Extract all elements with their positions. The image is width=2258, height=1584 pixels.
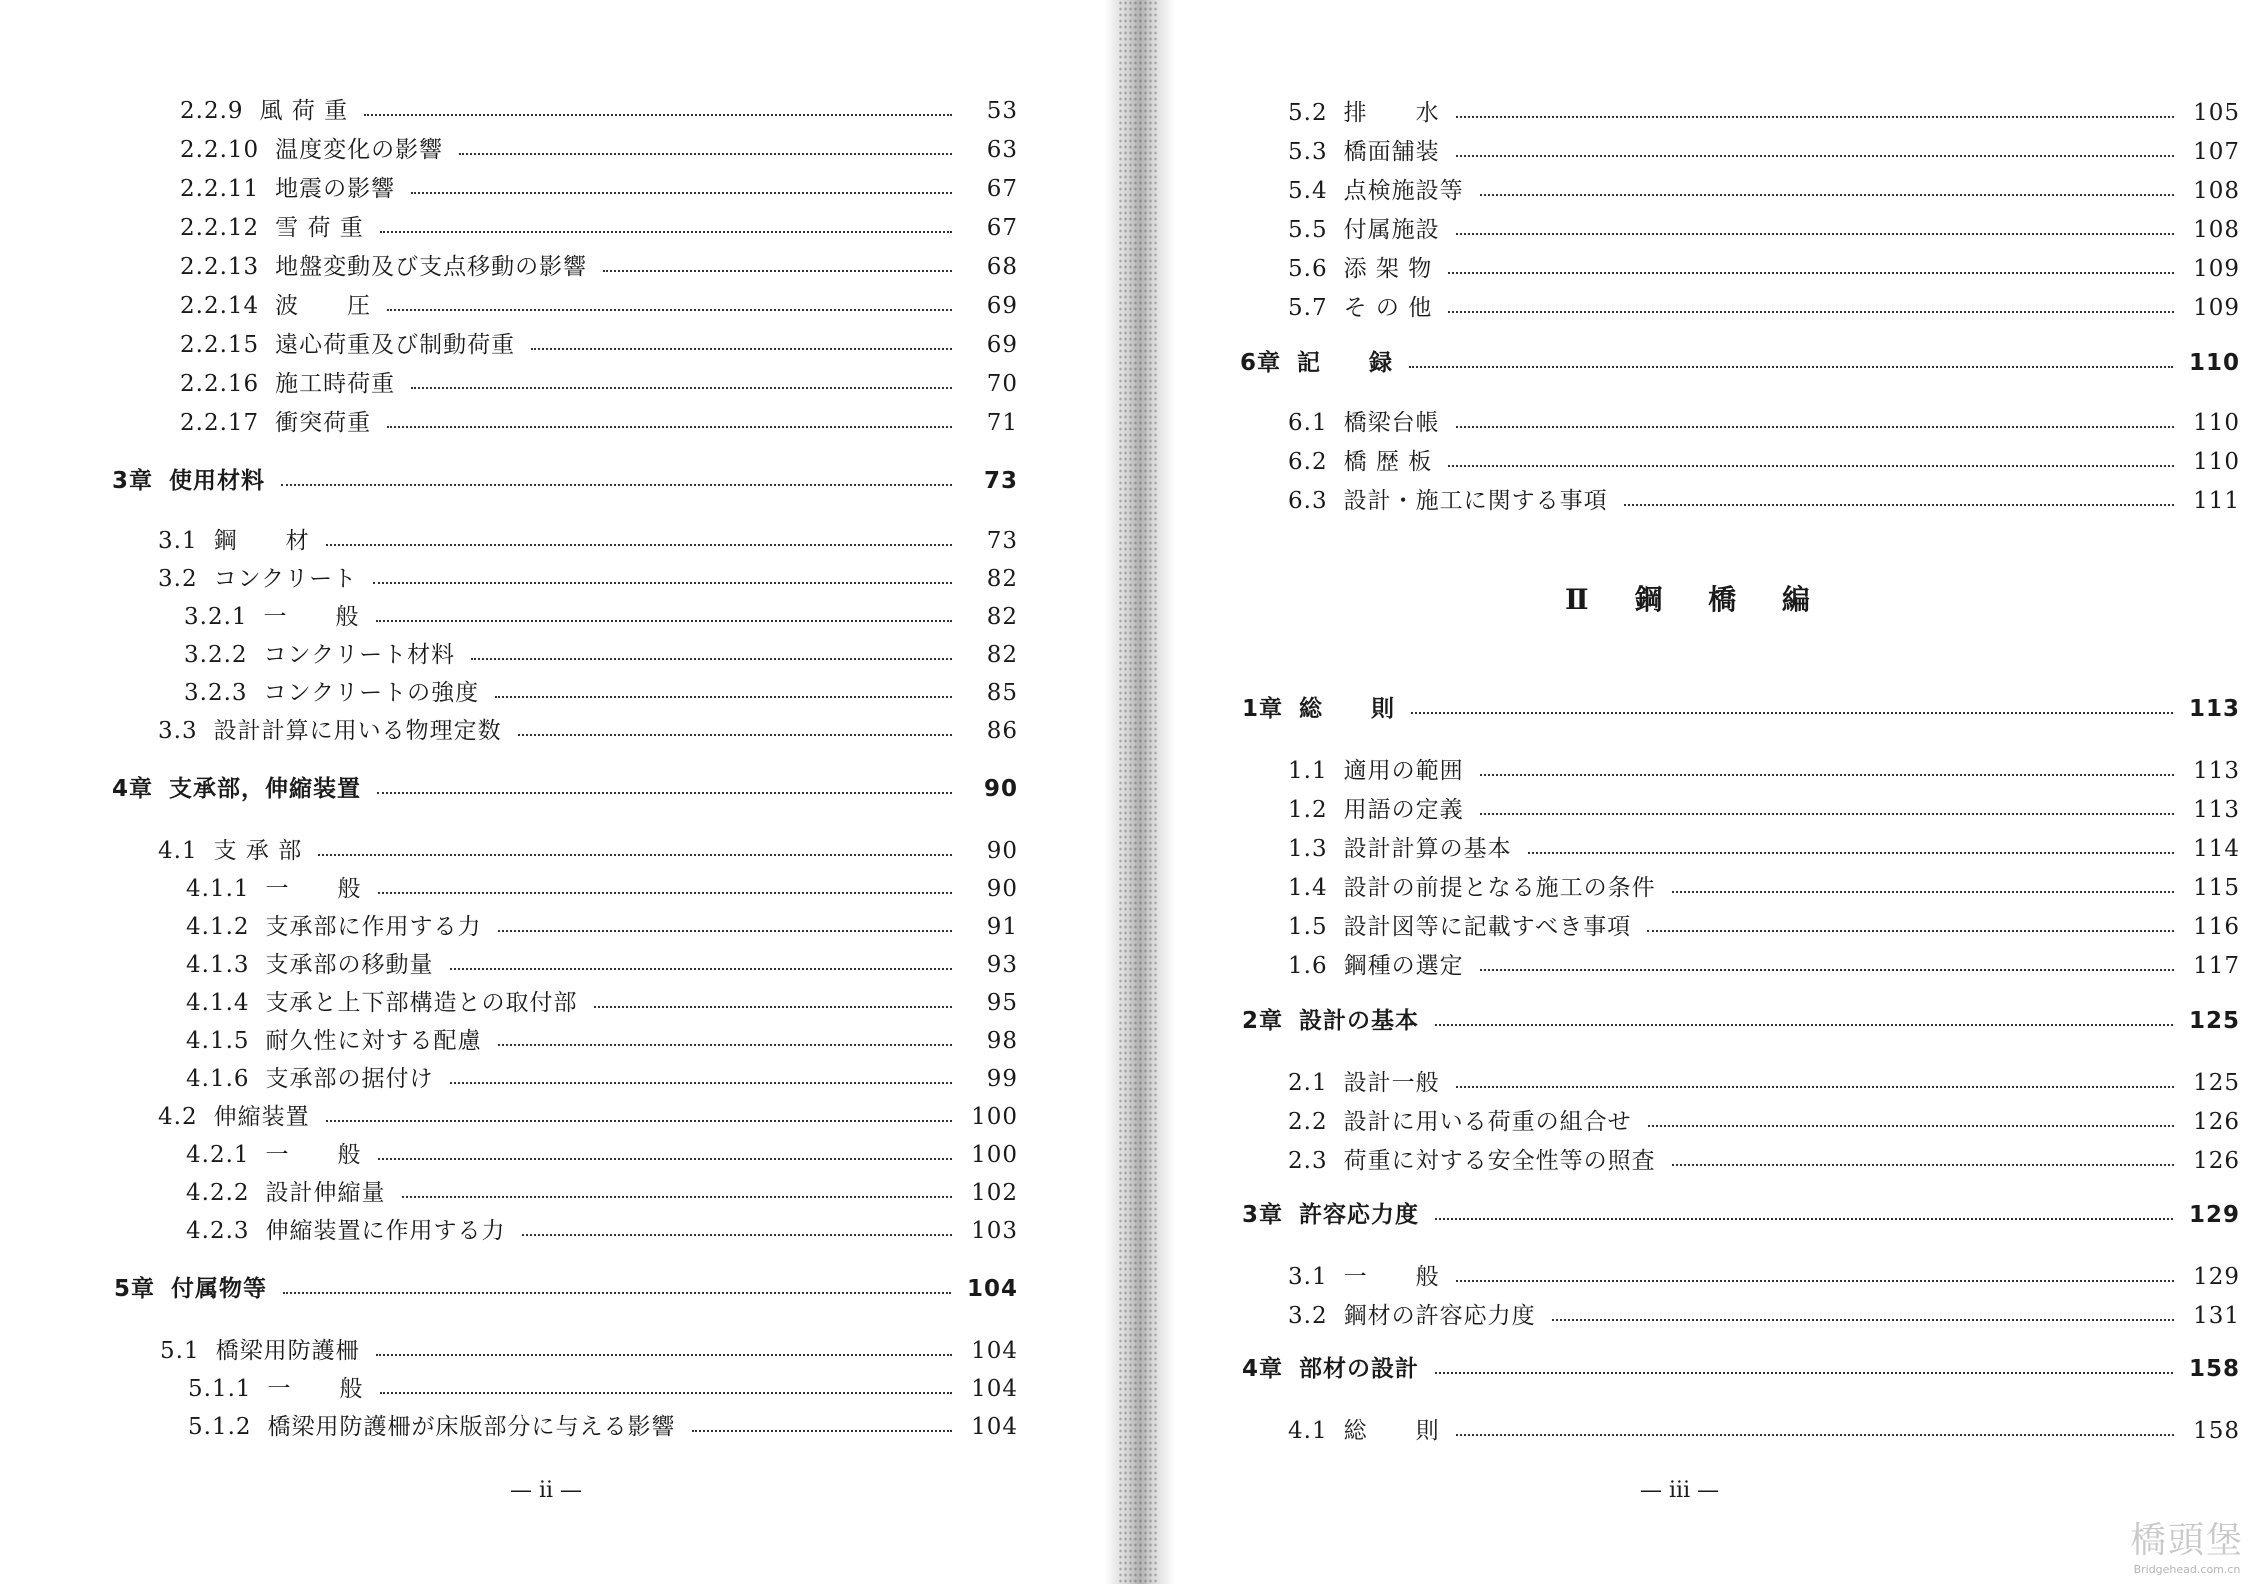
toc-chapter-title: 記 録 bbox=[1297, 350, 1394, 376]
toc-entry-title: 衝突荷重 bbox=[275, 410, 372, 436]
toc-entry bbox=[158, 526, 1018, 556]
dot-leader bbox=[376, 620, 952, 622]
toc-entry bbox=[1288, 756, 2240, 786]
toc-entry-number: 4.2.2 bbox=[186, 1180, 250, 1206]
dot-leader bbox=[1448, 272, 2174, 274]
toc-chapter-page: 73 bbox=[983, 468, 1018, 494]
toc-entry-number: 3.2.3 bbox=[184, 680, 248, 706]
dot-leader bbox=[1456, 1434, 2174, 1436]
toc-entry-page: 99 bbox=[986, 1066, 1018, 1092]
toc-entry bbox=[188, 1374, 1018, 1404]
toc-entry bbox=[1288, 795, 2240, 825]
part-heading: Ⅱ 鋼 橋 編 bbox=[1565, 583, 1828, 616]
toc-entry-number: 2.1 bbox=[1288, 1070, 1328, 1096]
toc-entry-number: 3.1 bbox=[158, 528, 198, 554]
toc-entry-page: 110 bbox=[2193, 410, 2240, 436]
toc-entry bbox=[1288, 834, 2240, 864]
toc-entry-number: 1.2 bbox=[1288, 797, 1328, 823]
toc-entry-title: 橋面舗装 bbox=[1343, 139, 1440, 165]
toc-entry bbox=[1288, 293, 2240, 323]
toc-entry-number: 5.7 bbox=[1288, 295, 1328, 321]
dot-leader bbox=[1624, 504, 2174, 506]
toc-entry-title: 一 般 bbox=[265, 1142, 362, 1168]
toc-entry-number: 3.1 bbox=[1288, 1264, 1328, 1290]
dot-leader bbox=[387, 309, 952, 311]
toc-entry-page: 104 bbox=[971, 1338, 1018, 1364]
toc-entry-page: 100 bbox=[971, 1104, 1018, 1130]
dot-leader bbox=[1552, 1319, 2174, 1321]
toc-entry-page: 108 bbox=[2193, 217, 2240, 243]
dot-leader bbox=[1480, 813, 2174, 815]
toc-entry bbox=[1288, 1107, 2240, 1137]
toc-entry-title: 設計計算の基本 bbox=[1343, 836, 1512, 862]
toc-entry-title: コンクリート材料 bbox=[263, 642, 456, 668]
toc-entry-number: 2.2.16 bbox=[180, 371, 260, 397]
toc-entry-page: 117 bbox=[2193, 953, 2240, 979]
dot-leader bbox=[1456, 116, 2174, 118]
toc-entry bbox=[158, 1102, 1018, 1132]
toc-chapter-title: 付属物等 bbox=[171, 1276, 268, 1302]
dot-leader bbox=[326, 544, 952, 546]
dot-leader bbox=[1480, 194, 2174, 196]
toc-entry-title: 温度変化の影響 bbox=[275, 137, 444, 163]
toc-chapter-number: 1章 bbox=[1242, 696, 1284, 722]
toc-entry-title: 設計伸縮量 bbox=[265, 1180, 386, 1206]
toc-entry-title: 遠心荷重及び制動荷重 bbox=[275, 332, 516, 358]
toc-entry-number: 2.3 bbox=[1288, 1148, 1328, 1174]
dot-leader bbox=[459, 153, 952, 155]
toc-entry bbox=[188, 1412, 1018, 1442]
toc-entry-title: 設計に用いる荷重の組合せ bbox=[1343, 1109, 1632, 1135]
toc-entry bbox=[186, 874, 1018, 904]
dot-leader bbox=[1435, 1372, 2173, 1374]
dot-leader bbox=[692, 1430, 952, 1432]
toc-entry-page: 82 bbox=[986, 604, 1018, 630]
toc-entry bbox=[186, 1026, 1018, 1056]
toc-entry bbox=[184, 640, 1018, 670]
toc-entry-title: 総 則 bbox=[1343, 1418, 1440, 1444]
toc-entry bbox=[160, 1336, 1018, 1366]
right-page bbox=[1110, 0, 2258, 1584]
toc-entry bbox=[180, 408, 1018, 438]
toc-entry-title: 支承部の据付け bbox=[265, 1066, 434, 1092]
toc-entry-number: 3.3 bbox=[158, 718, 198, 744]
dot-leader bbox=[594, 1006, 952, 1008]
dot-leader bbox=[518, 734, 952, 736]
toc-entry bbox=[186, 1216, 1018, 1246]
toc-chapter bbox=[112, 466, 1018, 496]
toc-entry-number: 2.2.12 bbox=[180, 215, 260, 241]
dot-leader bbox=[1480, 969, 2174, 971]
dot-leader bbox=[603, 270, 952, 272]
toc-entry-title: 設計の前提となる施工の条件 bbox=[1343, 875, 1656, 901]
toc-chapter-title: 部材の設計 bbox=[1299, 1356, 1420, 1382]
dot-leader bbox=[283, 1292, 951, 1294]
toc-entry-title: 用語の定義 bbox=[1343, 797, 1464, 823]
toc-entry-title: 耐久性に対する配慮 bbox=[265, 1028, 482, 1054]
watermark-logo-text: 橋頭堡 bbox=[2129, 1520, 2244, 1561]
toc-entry-title: 橋梁用防護柵 bbox=[215, 1338, 360, 1364]
toc-entry-number: 4.1.3 bbox=[186, 952, 250, 978]
dot-leader bbox=[377, 792, 952, 794]
toc-entry bbox=[1288, 486, 2240, 516]
toc-entry-page: 115 bbox=[2193, 875, 2240, 901]
toc-entry bbox=[180, 330, 1018, 360]
toc-entry-number: 1.1 bbox=[1288, 758, 1328, 784]
toc-chapter-page: 158 bbox=[2188, 1356, 2240, 1382]
dot-leader bbox=[1411, 712, 2173, 714]
toc-entry-page: 113 bbox=[2193, 758, 2240, 784]
toc-entry-number: 4.1 bbox=[1288, 1418, 1328, 1444]
toc-chapter bbox=[112, 774, 1018, 804]
toc-chapter-number: 4章 bbox=[112, 776, 154, 802]
toc-entry-title: 点検施設等 bbox=[1343, 178, 1464, 204]
toc-chapter-page: 129 bbox=[2188, 1202, 2240, 1228]
toc-entry-number: 1.6 bbox=[1288, 953, 1328, 979]
toc-entry-page: 125 bbox=[2193, 1070, 2240, 1096]
toc-entry bbox=[1288, 1146, 2240, 1176]
toc-entry-title: 一 般 bbox=[265, 876, 362, 902]
toc-entry-title: 橋 歴 板 bbox=[1343, 449, 1433, 475]
dot-leader bbox=[318, 854, 952, 856]
toc-entry bbox=[186, 1064, 1018, 1094]
toc-entry bbox=[1288, 447, 2240, 477]
toc-entry-page: 90 bbox=[986, 838, 1018, 864]
toc-entry-page: 113 bbox=[2193, 797, 2240, 823]
toc-entry-title: 支承と上下部構造との取付部 bbox=[265, 990, 578, 1016]
dot-leader bbox=[1456, 1086, 2174, 1088]
toc-entry-number: 3.2.2 bbox=[184, 642, 248, 668]
toc-chapter-page: 113 bbox=[2188, 696, 2240, 722]
toc-entry-title: 一 般 bbox=[1343, 1264, 1440, 1290]
toc-entry-page: 86 bbox=[986, 718, 1018, 744]
dot-leader bbox=[1456, 233, 2174, 235]
toc-entry bbox=[180, 174, 1018, 204]
toc-entry bbox=[180, 213, 1018, 243]
dot-leader bbox=[495, 696, 952, 698]
toc-entry-title: 施工時荷重 bbox=[275, 371, 396, 397]
dot-leader bbox=[1672, 891, 2174, 893]
toc-entry bbox=[184, 678, 1018, 708]
toc-entry-page: 104 bbox=[971, 1376, 1018, 1402]
dot-leader bbox=[1648, 1125, 2174, 1127]
page-number-footer: — ii — bbox=[510, 1478, 583, 1503]
toc-entry-title: 橋梁台帳 bbox=[1343, 410, 1440, 436]
dot-leader bbox=[380, 1392, 952, 1394]
dot-leader bbox=[1480, 774, 2174, 776]
toc-entry-title: 設計一般 bbox=[1343, 1070, 1440, 1096]
toc-entry-number: 5.5 bbox=[1288, 217, 1328, 243]
dot-leader bbox=[1456, 155, 2174, 157]
toc-entry-number: 5.1.1 bbox=[188, 1376, 252, 1402]
dot-leader bbox=[378, 892, 952, 894]
page-number-footer: — iii — bbox=[1640, 1478, 1720, 1503]
toc-entry bbox=[1288, 408, 2240, 438]
toc-entry-number: 5.1.2 bbox=[188, 1414, 252, 1440]
dot-leader bbox=[498, 1044, 952, 1046]
toc-chapter-page: 110 bbox=[2188, 350, 2240, 376]
toc-entry bbox=[1288, 951, 2240, 981]
toc-chapter-number: 6章 bbox=[1240, 350, 1282, 376]
toc-entry-number: 3.2 bbox=[158, 566, 198, 592]
toc-entry-title: 波 圧 bbox=[275, 293, 372, 319]
toc-entry-title: そ の 他 bbox=[1343, 295, 1433, 321]
toc-entry-title: 荷重に対する安全性等の照査 bbox=[1343, 1148, 1656, 1174]
dot-leader bbox=[471, 658, 952, 660]
toc-entry bbox=[1288, 1416, 2240, 1446]
dot-leader bbox=[364, 114, 952, 116]
toc-entry-page: 82 bbox=[986, 642, 1018, 668]
toc-entry-number: 2.2.10 bbox=[180, 137, 260, 163]
toc-chapter bbox=[1242, 1354, 2240, 1384]
toc-entry-number: 1.5 bbox=[1288, 914, 1328, 940]
toc-entry bbox=[158, 716, 1018, 746]
toc-entry-number: 4.1.1 bbox=[186, 876, 250, 902]
toc-entry bbox=[186, 988, 1018, 1018]
toc-entry-number: 6.2 bbox=[1288, 449, 1328, 475]
toc-entry-number: 3.2 bbox=[1288, 1303, 1328, 1329]
toc-chapter-number: 5章 bbox=[114, 1276, 156, 1302]
toc-entry-number: 5.3 bbox=[1288, 139, 1328, 165]
toc-entry-title: 一 般 bbox=[263, 604, 360, 630]
toc-entry-page: 107 bbox=[2193, 139, 2240, 165]
toc-entry-title: 設計図等に記載すべき事項 bbox=[1343, 914, 1632, 940]
toc-entry-page: 109 bbox=[2193, 295, 2240, 321]
dot-leader bbox=[1456, 426, 2174, 428]
toc-entry-page: 93 bbox=[986, 952, 1018, 978]
toc-chapter bbox=[1242, 1200, 2240, 1230]
toc-entry-number: 4.1.2 bbox=[186, 914, 250, 940]
watermark-url: Bridgehead.com.cn bbox=[2133, 1563, 2241, 1576]
toc-entry-number: 2.2.9 bbox=[180, 98, 244, 124]
toc-chapter-number: 2章 bbox=[1242, 1008, 1284, 1034]
toc-entry-page: 95 bbox=[986, 990, 1018, 1016]
toc-entry-page: 126 bbox=[2193, 1109, 2240, 1135]
toc-chapter-number: 3章 bbox=[112, 468, 154, 494]
toc-entry-title: 風 荷 重 bbox=[259, 98, 349, 124]
toc-entry-title: 設計計算に用いる物理定数 bbox=[213, 718, 502, 744]
watermark bbox=[2130, 1512, 2244, 1576]
toc-entry-page: 67 bbox=[986, 215, 1018, 241]
dot-leader bbox=[1448, 465, 2174, 467]
toc-entry bbox=[186, 912, 1018, 942]
toc-entry-page: 109 bbox=[2193, 256, 2240, 282]
toc-entry-page: 90 bbox=[986, 876, 1018, 902]
toc-entry-page: 102 bbox=[971, 1180, 1018, 1206]
dot-leader bbox=[402, 1196, 952, 1198]
toc-chapter-title: 総 則 bbox=[1299, 696, 1396, 722]
toc-entry-page: 111 bbox=[2193, 488, 2240, 514]
toc-entry-title: 設計・施工に関する事項 bbox=[1343, 488, 1608, 514]
toc-entry-number: 4.2.1 bbox=[186, 1142, 250, 1168]
toc-entry-page: 158 bbox=[2193, 1418, 2240, 1444]
toc-entry bbox=[1288, 137, 2240, 167]
toc-entry-number: 2.2.14 bbox=[180, 293, 260, 319]
toc-entry-page: 91 bbox=[986, 914, 1018, 940]
toc-entry-page: 126 bbox=[2193, 1148, 2240, 1174]
toc-entry-page: 116 bbox=[2193, 914, 2240, 940]
toc-entry-number: 4.2 bbox=[158, 1104, 198, 1130]
toc-entry-page: 68 bbox=[986, 254, 1018, 280]
toc-entry-title: 地震の影響 bbox=[275, 176, 396, 202]
toc-entry-page: 63 bbox=[986, 137, 1018, 163]
toc-entry-page: 82 bbox=[986, 566, 1018, 592]
toc-entry bbox=[180, 369, 1018, 399]
toc-entry-page: 70 bbox=[986, 371, 1018, 397]
toc-entry bbox=[186, 950, 1018, 980]
toc-chapter-page: 90 bbox=[983, 776, 1018, 802]
toc-chapter bbox=[1242, 1006, 2240, 1036]
toc-entry-number: 2.2 bbox=[1288, 1109, 1328, 1135]
dot-leader bbox=[450, 968, 952, 970]
dot-leader bbox=[1448, 311, 2174, 313]
toc-entry bbox=[1288, 254, 2240, 284]
toc-entry-title: 支承部に作用する力 bbox=[265, 914, 482, 940]
toc-chapter-page: 104 bbox=[966, 1276, 1018, 1302]
toc-entry-title: 支 承 部 bbox=[213, 838, 303, 864]
toc-entry-page: 104 bbox=[971, 1414, 1018, 1440]
toc-entry-number: 4.1 bbox=[158, 838, 198, 864]
toc-entry bbox=[1288, 98, 2240, 128]
toc-entry-number: 1.4 bbox=[1288, 875, 1328, 901]
toc-entry-number: 5.6 bbox=[1288, 256, 1328, 282]
toc-entry-page: 85 bbox=[986, 680, 1018, 706]
toc-entry bbox=[184, 602, 1018, 632]
toc-entry bbox=[1288, 1301, 2240, 1331]
toc-entry-number: 1.3 bbox=[1288, 836, 1328, 862]
dot-leader bbox=[378, 1158, 952, 1160]
toc-entry-number: 3.2.1 bbox=[184, 604, 248, 630]
dot-leader bbox=[411, 387, 952, 389]
toc-entry-page: 69 bbox=[986, 332, 1018, 358]
toc-entry bbox=[1288, 1262, 2240, 1292]
toc-entry bbox=[158, 836, 1018, 866]
toc-chapter bbox=[1240, 348, 2240, 378]
toc-entry-number: 2.2.11 bbox=[180, 176, 260, 202]
toc-entry-title: 添 架 物 bbox=[1343, 256, 1433, 282]
dot-leader bbox=[387, 426, 952, 428]
toc-chapter-number: 4章 bbox=[1242, 1356, 1284, 1382]
toc-chapter-title: 設計の基本 bbox=[1299, 1008, 1420, 1034]
toc-chapter-title: 使用材料 bbox=[169, 468, 266, 494]
toc-entry bbox=[1288, 912, 2240, 942]
toc-entry-title: 地盤変動及び支点移動の影響 bbox=[275, 254, 588, 280]
toc-entry-number: 4.1.5 bbox=[186, 1028, 250, 1054]
toc-entry-title: コンクリートの強度 bbox=[263, 680, 480, 706]
toc-entry-title: 一 般 bbox=[267, 1376, 364, 1402]
toc-entry-number: 6.3 bbox=[1288, 488, 1328, 514]
dot-leader bbox=[450, 1082, 952, 1084]
toc-entry-page: 73 bbox=[986, 528, 1018, 554]
dot-leader bbox=[522, 1234, 952, 1236]
dot-leader bbox=[326, 1120, 952, 1122]
toc-entry bbox=[1288, 1068, 2240, 1098]
toc-entry-number: 5.1 bbox=[160, 1338, 200, 1364]
dot-leader bbox=[498, 930, 952, 932]
toc-chapter-page: 125 bbox=[2188, 1008, 2240, 1034]
toc-entry bbox=[1288, 215, 2240, 245]
dot-leader bbox=[1672, 1164, 2174, 1166]
toc-entry-number: 6.1 bbox=[1288, 410, 1328, 436]
toc-entry-title: 鋼材の許容応力度 bbox=[1343, 1303, 1536, 1329]
toc-entry-title: 伸縮装置 bbox=[213, 1104, 310, 1130]
toc-entry-title: 伸縮装置に作用する力 bbox=[265, 1218, 506, 1244]
toc-entry bbox=[180, 291, 1018, 321]
toc-entry-page: 105 bbox=[2193, 100, 2240, 126]
toc-entry bbox=[1288, 873, 2240, 903]
toc-entry-page: 100 bbox=[971, 1142, 1018, 1168]
dot-leader bbox=[373, 582, 952, 584]
toc-entry-title: 橋梁用防護柵が床版部分に与える影響 bbox=[267, 1414, 676, 1440]
dot-leader bbox=[380, 231, 952, 233]
dot-leader bbox=[1409, 366, 2173, 368]
toc-entry-title: 付属施設 bbox=[1343, 217, 1440, 243]
toc-entry-page: 98 bbox=[986, 1028, 1018, 1054]
toc-entry-page: 129 bbox=[2193, 1264, 2240, 1290]
toc-entry bbox=[180, 96, 1018, 126]
toc-entry bbox=[180, 135, 1018, 165]
toc-entry bbox=[186, 1140, 1018, 1170]
toc-entry-number: 4.1.6 bbox=[186, 1066, 250, 1092]
dot-leader bbox=[531, 348, 952, 350]
toc-entry-number: 4.2.3 bbox=[186, 1218, 250, 1244]
toc-entry-page: 103 bbox=[971, 1218, 1018, 1244]
toc-entry-number: 4.1.4 bbox=[186, 990, 250, 1016]
toc-entry-page: 69 bbox=[986, 293, 1018, 319]
toc-entry-page: 114 bbox=[2193, 836, 2240, 862]
toc-chapter-number: 3章 bbox=[1242, 1202, 1284, 1228]
dot-leader bbox=[411, 192, 952, 194]
toc-entry-number: 2.2.15 bbox=[180, 332, 260, 358]
toc-entry-number: 2.2.13 bbox=[180, 254, 260, 280]
dot-leader bbox=[1435, 1218, 2173, 1220]
toc-chapter bbox=[114, 1274, 1018, 1304]
toc-chapter-title: 支承部，伸縮装置 bbox=[169, 776, 362, 802]
toc-chapter-title: 許容応力度 bbox=[1299, 1202, 1420, 1228]
toc-entry-title: 排 水 bbox=[1343, 100, 1440, 126]
toc-entry bbox=[186, 1178, 1018, 1208]
toc-chapter bbox=[1242, 694, 2240, 724]
dot-leader bbox=[376, 1354, 952, 1356]
toc-entry bbox=[180, 252, 1018, 282]
toc-entry-number: 5.4 bbox=[1288, 178, 1328, 204]
toc-entry-title: コンクリート bbox=[213, 566, 358, 592]
toc-entry-title: 鋼種の選定 bbox=[1343, 953, 1464, 979]
toc-entry-page: 108 bbox=[2193, 178, 2240, 204]
toc-entry-number: 5.2 bbox=[1288, 100, 1328, 126]
dot-leader bbox=[1647, 930, 2174, 932]
toc-entry-title: 鋼 材 bbox=[213, 528, 310, 554]
toc-entry-page: 67 bbox=[986, 176, 1018, 202]
toc-entry-page: 110 bbox=[2193, 449, 2240, 475]
left-page bbox=[0, 0, 1110, 1584]
dot-leader bbox=[281, 484, 952, 486]
toc-entry bbox=[158, 564, 1018, 594]
toc-entry bbox=[1288, 176, 2240, 206]
toc-entry-page: 53 bbox=[986, 98, 1018, 124]
toc-entry-title: 適用の範囲 bbox=[1343, 758, 1464, 784]
toc-entry-page: 131 bbox=[2193, 1303, 2240, 1329]
dot-leader bbox=[1456, 1280, 2174, 1282]
dot-leader bbox=[1435, 1024, 2173, 1026]
toc-entry-title: 雪 荷 重 bbox=[275, 215, 364, 241]
toc-entry-number: 2.2.17 bbox=[180, 410, 260, 436]
dot-leader bbox=[1528, 852, 2174, 854]
toc-entry-title: 支承部の移動量 bbox=[265, 952, 434, 978]
toc-entry-page: 71 bbox=[986, 410, 1018, 436]
